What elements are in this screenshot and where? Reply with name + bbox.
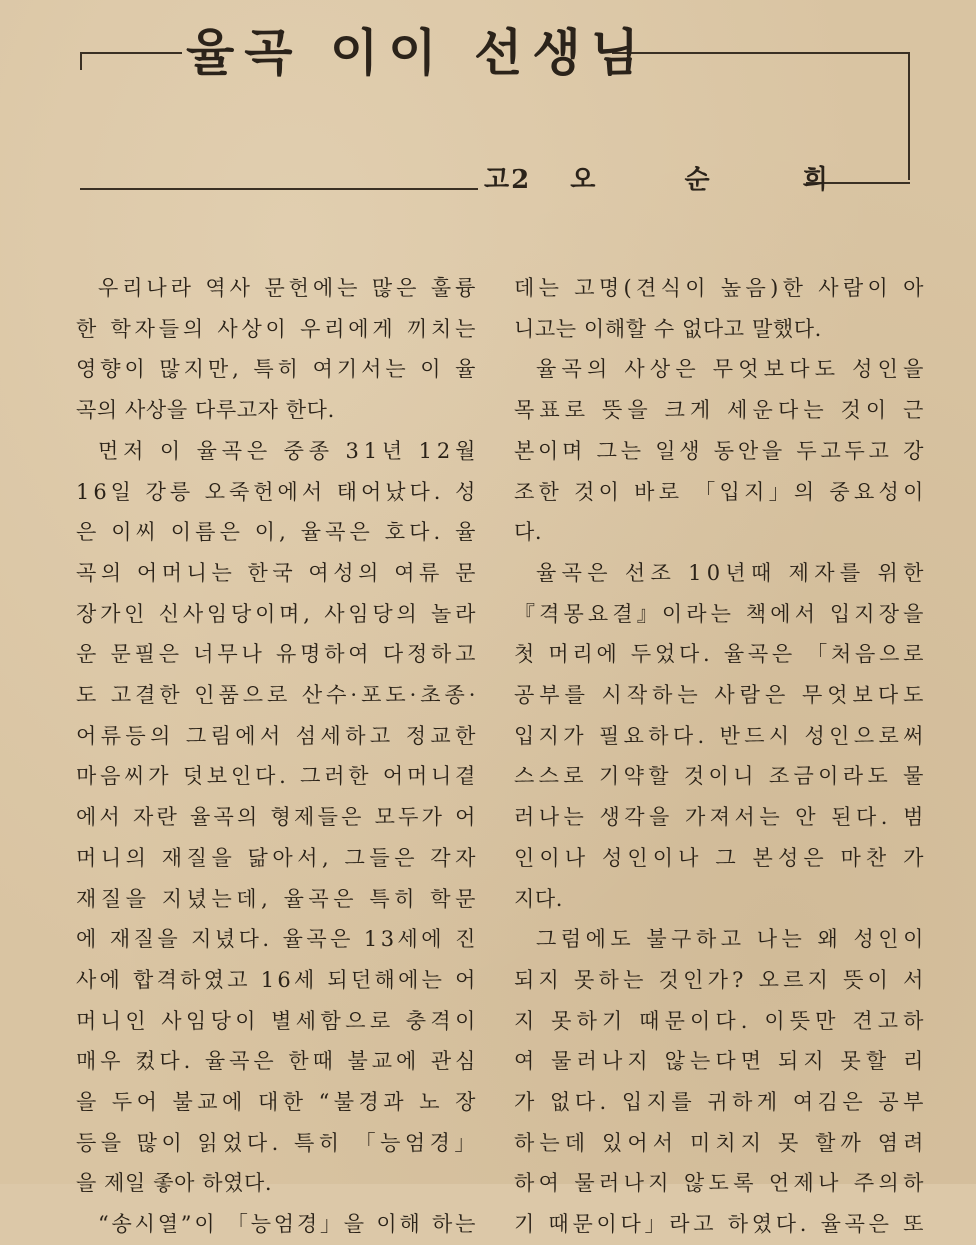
text-line: 본이며 그는 일생 동안을 두고두고 강 bbox=[514, 438, 928, 463]
text-line: 장가인 신사임당이며, 사임당의 놀라 bbox=[76, 601, 480, 626]
text-line: 곡의 어머니는 한국 여성의 여류 문 bbox=[76, 560, 480, 585]
text-line: 『격몽요결』이라는 책에서 입지장을 bbox=[514, 601, 928, 626]
text-line: 러나는 생각을 가져서는 안 된다. 범 bbox=[514, 805, 928, 830]
text-line: 하여 물러나지 않도록 언제나 주의하 bbox=[514, 1171, 928, 1196]
text-line: 지 못하기 때문이다. 이뜻만 견고하 bbox=[514, 1008, 929, 1033]
header-rule-right-side bbox=[908, 52, 910, 180]
author-grade: 고2 bbox=[484, 165, 532, 195]
text-line: 데는 고명(견식이 높음)한 사람이 아 bbox=[514, 276, 928, 300]
text-line: 다. bbox=[514, 520, 543, 545]
text-line: 매우 컸다. 율곡은 한때 불교에 관심 bbox=[76, 1049, 480, 1074]
author-name-char: 오 bbox=[570, 165, 596, 195]
header-rule-left-tick bbox=[80, 52, 82, 70]
text-line: 사에 합격하였고 16세 되던해에는 어 bbox=[76, 967, 479, 992]
text-line: 을 두어 불교에 대한 “불경과 노 장 bbox=[76, 1090, 480, 1115]
text-line: 조한 것이 바로 「입지」의 중요성이 bbox=[514, 479, 928, 504]
text-line: 운 문필은 너무나 유명하여 다정하고 bbox=[76, 642, 480, 667]
header-rule-top-left bbox=[80, 52, 182, 54]
article-column-right bbox=[514, 268, 929, 1245]
text-line: 공부를 시작하는 사람은 무엇보다도 bbox=[514, 683, 929, 708]
text-line: 지다. bbox=[514, 886, 564, 911]
header-rule-top-right bbox=[612, 52, 910, 54]
text-line: 어류등의 그림에서 섬세하고 정교한 bbox=[76, 723, 480, 748]
text-line: 되지 못하는 것인가? 오르지 뜻이 서 bbox=[514, 967, 928, 992]
text-line: 머니인 사임당이 별세함으로 충격이 bbox=[76, 1008, 480, 1033]
header-rule-bottom-left bbox=[80, 188, 478, 190]
text-line: 기 때문이다」라고 하였다. 율곡은 또 bbox=[514, 1212, 928, 1237]
text-line: 마음씨가 덧보인다. 그러한 어머니곁 bbox=[76, 764, 480, 789]
text-line: 우리나라 역사 문헌에는 많은 훌륭 bbox=[98, 276, 480, 300]
article-title: 율곡 이이 선생님 bbox=[186, 24, 649, 82]
text-line: 에 재질을 지녔다. 율곡은 13세에 진 bbox=[76, 927, 479, 952]
text-line: 인이나 성인이나 그 본성은 마찬 가 bbox=[514, 845, 929, 870]
text-line: 에서 자란 율곡의 형제들은 모두가 어 bbox=[76, 805, 479, 830]
text-line: 율곡은 선조 10년때 제자를 위한 bbox=[536, 560, 929, 585]
text-line: 스스로 기약할 것이니 조금이라도 물 bbox=[514, 764, 928, 789]
text-line: 목표로 뜻을 크게 세운다는 것이 근 bbox=[514, 398, 929, 423]
text-line: 여 물러나지 않는다면 되지 못할 리 bbox=[514, 1049, 929, 1074]
author-byline bbox=[484, 160, 828, 200]
text-line: 재질을 지녔는데, 율곡은 특히 학문 bbox=[76, 886, 480, 911]
text-line: 입지가 필요하다. 반드시 성인으로써 bbox=[514, 723, 928, 748]
text-line: “송시열”이 「능엄경」을 이해 하는 bbox=[98, 1212, 479, 1237]
text-line: 곡의 사상을 다루고자 한다. bbox=[76, 398, 335, 423]
text-line: 도 고결한 인품으로 산수·포도·초종· bbox=[76, 683, 480, 708]
text-line: 가 없다. 입지를 귀하게 여김은 공부 bbox=[514, 1090, 928, 1115]
text-line: 니고는 이해할 수 없다고 말했다. bbox=[514, 316, 822, 341]
author-name-char: 희 bbox=[802, 165, 828, 195]
text-line: 을 제일 좋아 하였다. bbox=[76, 1171, 273, 1196]
author-name-char: 순 bbox=[684, 165, 710, 195]
text-line: 먼저 이 율곡은 중종 31년 12월 bbox=[98, 438, 481, 463]
text-line: 16일 강릉 오죽헌에서 태어났다. 성 bbox=[76, 479, 480, 504]
text-line: 영향이 많지만, 특히 여기서는 이 율 bbox=[76, 357, 480, 382]
text-line: 하는데 있어서 미치지 못 할까 염려 bbox=[514, 1130, 929, 1155]
text-line: 은 이씨 이름은 이, 율곡은 호다. 율 bbox=[76, 520, 480, 545]
text-line: 율곡의 사상은 무엇보다도 성인을 bbox=[536, 357, 929, 382]
text-line: 한 학자들의 사상이 우리에게 끼치는 bbox=[76, 316, 480, 341]
article-column-left bbox=[76, 268, 481, 1245]
text-line: 첫 머리에 두었다. 율곡은 「처음으로 bbox=[514, 642, 928, 667]
text-line: 등을 많이 읽었다. 특히 「능엄경」 bbox=[76, 1130, 480, 1155]
text-line: 머니의 재질을 닮아서, 그들은 각자 bbox=[76, 845, 480, 870]
text-line: 그럼에도 불구하고 나는 왜 성인이 bbox=[536, 927, 928, 952]
